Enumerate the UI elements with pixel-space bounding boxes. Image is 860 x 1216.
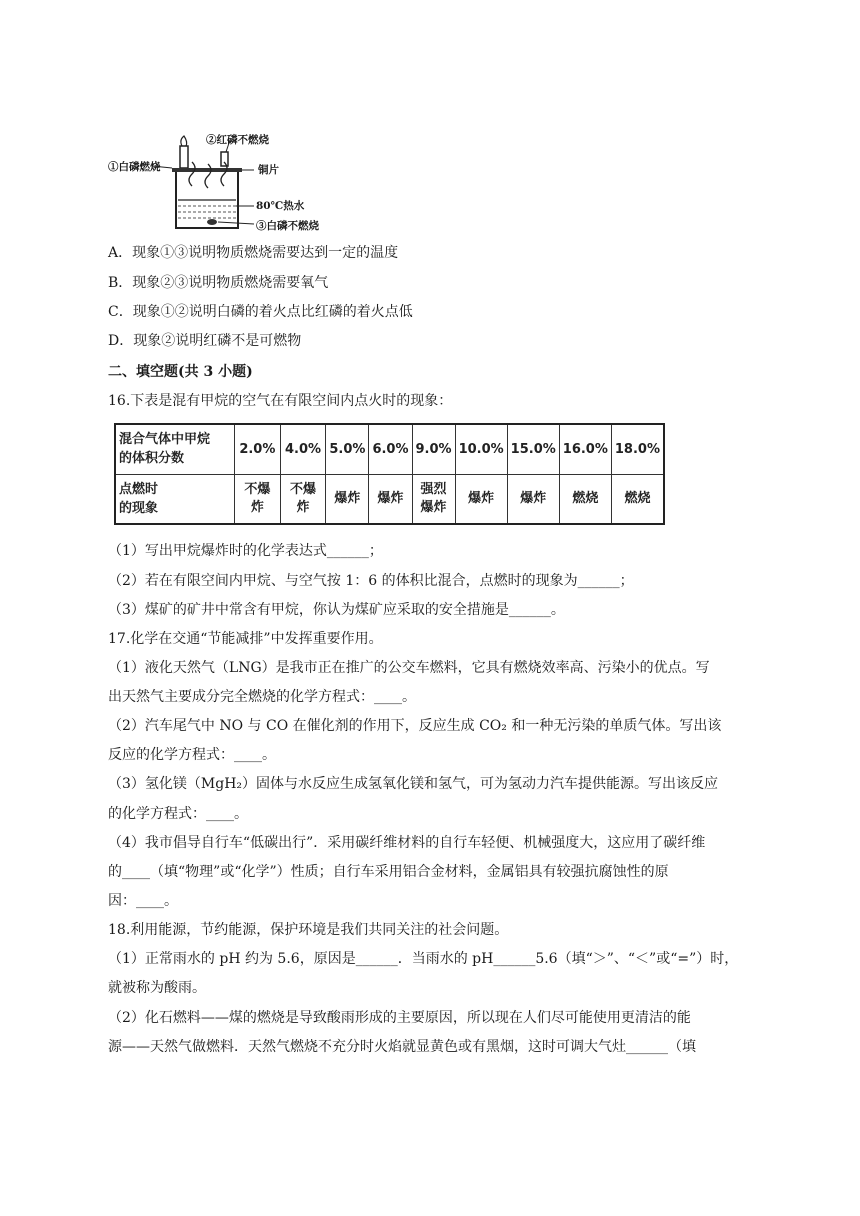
- header-line: 混合气体中甲烷: [119, 432, 211, 448]
- question-16-stem: 16.下表是混有甲烷的空气在有限空间内点火时的现象：: [108, 393, 453, 409]
- option-b: B．现象②③说明物质燃烧需要氧气: [108, 275, 329, 291]
- table-cell: 15.0%: [507, 424, 559, 474]
- table-row-header: [115, 474, 235, 524]
- table-cell: 燃烧: [611, 474, 664, 524]
- table-cell: 不爆炸: [280, 474, 326, 524]
- table-cell: 10.0%: [455, 424, 507, 474]
- question-18-part-2-line-1: （2）化石燃料——煤的燃烧是导致酸雨形成的主要原因，所以现在人们尽可能使用更清洁的能: [108, 1010, 691, 1026]
- table-cell: 爆炸: [369, 474, 412, 524]
- table-cell: 4.0%: [280, 424, 326, 474]
- question-17-part-4-line-2: 的____（填“物理”或“化学”）性质；自行车采用铝合金材料，金属铝具有较强抗腐蚀性的原: [108, 864, 669, 880]
- question-17-part-4-line-1: （4）我市倡导自行车“低碳出行”．采用碳纤维材料的自行车轻便、机械强度大，这应用了碳纤维: [108, 835, 706, 851]
- table-row: [115, 424, 664, 474]
- question-18-part-2-line-2: 源——天然气做燃料．天然气燃烧不充分时火焰就显黄色或有黑烟，这时可调大气灶______（填: [108, 1039, 696, 1055]
- question-16-part-2: （2）若在有限空间内甲烷、与空气按 1：6 的体积比混合，点燃时的现象为______；: [108, 573, 634, 589]
- header-line: 点燃时: [119, 481, 159, 497]
- question-17-part-1-line-1: （1）液化天然气（LNG）是我市正在推广的公交车燃料，它具有燃烧效率高、污染小的优点。写: [108, 660, 710, 676]
- question-17-part-4-line-3: 因：____。: [108, 893, 178, 909]
- table-row-header: [115, 424, 235, 474]
- table-cell: 9.0%: [412, 424, 455, 474]
- label-copper-plate: 铜片: [258, 164, 279, 176]
- question-18-part-1-line-1: （1）正常雨水的 pH 约为 5.6，原因是______．当雨水的 pH______5.6（填“＞”、“＜”或“=”）时，: [108, 951, 739, 967]
- table-cell: 5.0%: [326, 424, 369, 474]
- question-17-part-3-line-2: 的化学方程式：____。: [108, 806, 248, 822]
- label-white-phosphorus-burns: ①白磷燃烧: [108, 161, 161, 173]
- label-red-phosphorus: ②红磷不燃烧: [206, 134, 269, 146]
- table-cell: 强烈爆炸: [412, 474, 455, 524]
- option-d: D．现象②说明红磷不是可燃物: [108, 333, 302, 349]
- question-17-part-1-line-2: 出天然气主要成分完全燃烧的化学方程式：____。: [108, 689, 416, 705]
- table-cell: 不爆炸: [235, 474, 281, 524]
- table-cell: 爆炸: [326, 474, 369, 524]
- option-c: C．现象①②说明白磷的着火点比红磷的着火点低: [108, 304, 413, 320]
- header-line: 的体积分数: [119, 451, 185, 467]
- table-cell: 2.0%: [235, 424, 281, 474]
- table-cell: 燃烧: [559, 474, 611, 524]
- section-title: 二、填空题(共 3 小题): [108, 364, 253, 380]
- methane-explosion-table: [114, 423, 665, 525]
- question-18-part-1-line-2: 就被称为酸雨。: [108, 980, 206, 996]
- question-18-stem: 18.利用能源，节约能源，保护环境是我们共同关注的社会问题。: [108, 922, 509, 938]
- combustion-experiment-diagram: [108, 128, 338, 236]
- label-hot-water: 80℃热水: [256, 200, 305, 212]
- question-17-part-3-line-1: （3）氢化镁（MgH₂）固体与水反应生成氢氧化镁和氢气，可为氢动力汽车提供能源。写出该反应: [108, 776, 719, 792]
- table-cell: 爆炸: [455, 474, 507, 524]
- question-16-part-1: （1）写出甲烷爆炸时的化学表达式______；: [108, 543, 383, 559]
- question-17-part-2-line-1: （2）汽车尾气中 NO 与 CO 在催化剂的作用下，反应生成 CO₂ 和一种无污染的单质气体。写出该: [108, 718, 722, 734]
- label-white-phosphorus-no-burn: ③白磷不燃烧: [256, 220, 319, 232]
- question-16-part-3: （3）煤矿的矿井中常含有甲烷，你认为煤矿应采取的安全措施是______。: [108, 602, 565, 618]
- table-cell: 16.0%: [559, 424, 611, 474]
- table-cell: 6.0%: [369, 424, 412, 474]
- header-line: 的现象: [119, 500, 159, 516]
- table-cell: 18.0%: [611, 424, 664, 474]
- table-cell: 爆炸: [507, 474, 559, 524]
- question-17-stem: 17.化学在交通“节能减排”中发挥重要作用。: [108, 631, 383, 647]
- table-row: [115, 474, 664, 524]
- question-17-part-2-line-2: 反应的化学方程式：____。: [108, 747, 276, 763]
- option-a: A．现象①③说明物质燃烧需要达到一定的温度: [108, 245, 399, 261]
